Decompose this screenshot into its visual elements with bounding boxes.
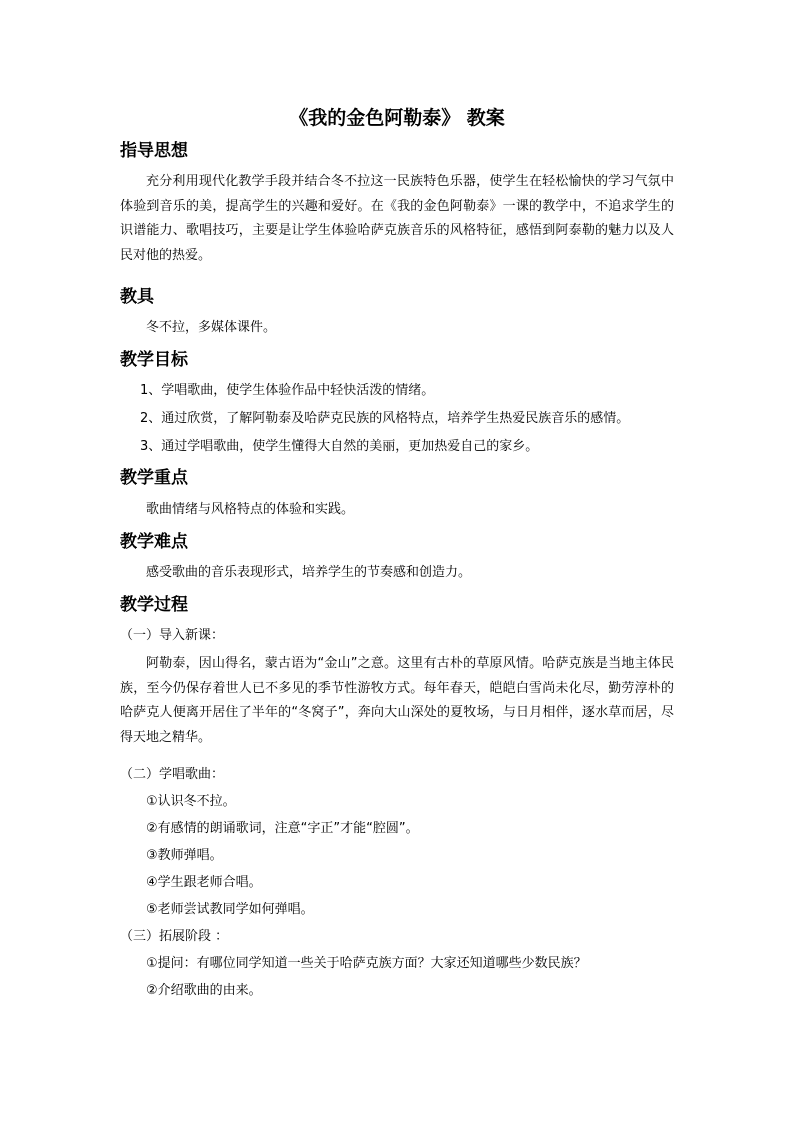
process-part2-item-3: ③教师弹唱。: [146, 848, 223, 863]
document-title: 《我的金色阿勒泰》 教案: [289, 107, 505, 129]
text-key: 歌曲情绪与风格特点的体验和实践。: [146, 502, 355, 517]
paragraph-guiding: 充分利用现代化教学手段并结合冬不拉这一民族特色乐器，使学生在轻松愉快的学习气氛中体验到音乐的美，提高学生的兴趣和爱好。在《我的金色阿勒泰》一课的教学中，不追求学生的识谱能力、歌唱技巧，主要是让学生体验哈萨克族音乐的风格特征，感悟到阿泰勒的魅力以及人民对他的热爱。: [120, 174, 674, 263]
heading-tools: 教具: [120, 287, 154, 307]
goal-item-1: 1、学唱歌曲，使学生体验作品中轻快活泼的情绪。: [140, 383, 435, 398]
heading-difficult: 教学难点: [120, 532, 188, 552]
goal-item-3: 3、通过学唱歌曲，使学生懂得大自然的美丽，更加热爱自己的家乡。: [140, 439, 539, 454]
process-part3-item-2: ②介绍歌曲的由来。: [146, 983, 262, 998]
heading-key: 教学重点: [120, 468, 188, 488]
heading-goals: 教学目标: [120, 350, 188, 370]
process-part1-heading: （一）导入新课：: [120, 628, 225, 643]
goal-item-2: 2、通过欣赏，了解阿勒泰及哈萨克民族的风格特点，培养学生热爱民族音乐的感情。: [140, 411, 630, 426]
process-part2-item-4: ④学生跟老师合唱。: [146, 875, 262, 890]
process-part3-item-1: ①提问：有哪位同学知道一些关于哈萨克族方面？大家还知道哪些少数民族？: [146, 956, 587, 971]
process-part2-item-2: ②有感情的朗诵歌词，注意“字正”才能“腔圆”。: [146, 821, 419, 836]
process-part2-item-1: ①认识冬不拉。: [146, 794, 236, 809]
process-part2-item-5: ⑤老师尝试教同学如何弹唱。: [146, 902, 314, 917]
text-tools: 冬不拉，多媒体课件。: [146, 320, 277, 335]
heading-process: 教学过程: [120, 595, 188, 615]
heading-guiding: 指导思想: [120, 141, 188, 161]
process-part3-heading: （三）拓展阶段 ：: [120, 929, 229, 944]
text-difficult: 感受歌曲的音乐表现形式，培养学生的节奏感和创造力。: [146, 565, 472, 580]
process-part1-paragraph: 阿勒泰，因山得名，蒙古语为“金山”之意。这里有古朴的草原风情。哈萨克族是当地主体民族，至今仍保存着世人已不多见的季节性游牧方式。每年春天，皑皑白雪尚未化尽，勤劳淳朴的哈萨克人便离开居住了半年的“冬窝子”，奔向大山深处的夏牧场，与日月相伴，逐水草而居，尽得天地之精华。: [120, 656, 674, 745]
process-part2-heading: （二）学唱歌曲：: [120, 767, 225, 782]
